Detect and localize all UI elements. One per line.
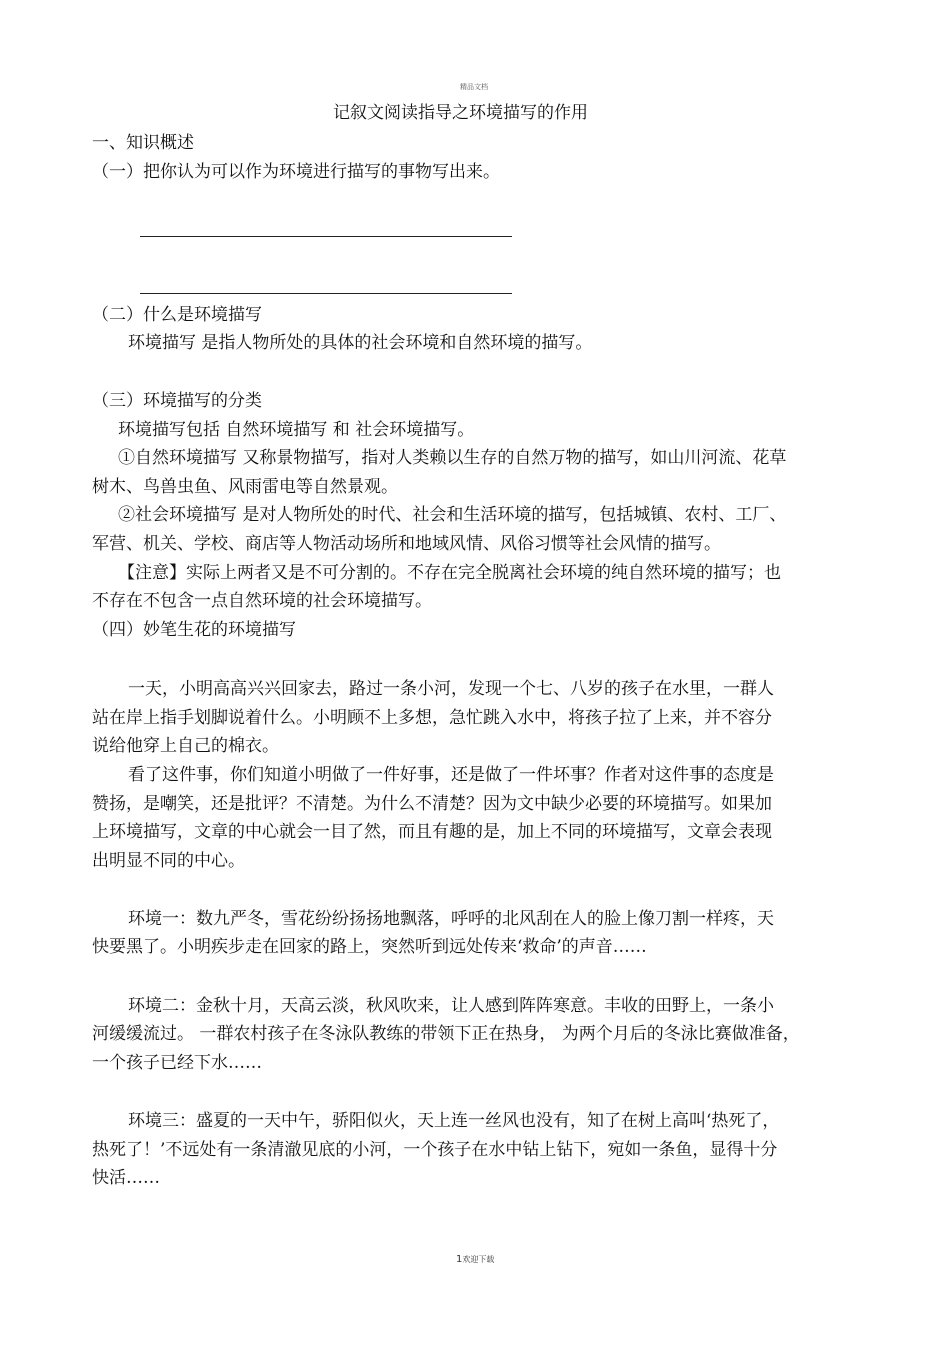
environment-example-2: 环境二：金秋十月，天高云淡，秋风吹来，让人感到阵阵寒意。丰收的田野上，一条小 <box>128 996 774 1016</box>
subsection-heading: （三）环境描写的分类 <box>92 391 262 411</box>
environment-example-3: 热死了！’不远处有一条清澈见底的小河，一个孩子在水中钻上钻下，宛如一条鱼，显得十分 <box>92 1140 778 1160</box>
footer-text: 欢迎下载 <box>462 1255 495 1264</box>
paragraph-line: 说给他穿上自己的棉衣。 <box>92 736 279 756</box>
paragraph-line: 军营、机关、学校、商店等人物活动场所和地域风情、风俗习惯等社会风情的描写。 <box>92 534 721 554</box>
environment-example-1: 环境一：数九严冬，雪花纷纷扬扬地飘落，呼呼的北风刮在人的脸上像刀割一样疼，天 <box>128 909 774 929</box>
subsection-heading: （二）什么是环境描写 <box>92 305 262 325</box>
paragraph-line: 出明显不同的中心。 <box>92 851 245 871</box>
environment-example-3: 环境三：盛夏的一天中午，骄阳似火，天上连一丝风也没有，知了在树上高叫‘热死了， <box>128 1111 780 1131</box>
paragraph-line: 上环境描写，文章的中心就会一目了然，而且有趣的是，加上不同的环境描写，文章会表现 <box>92 822 772 842</box>
note-line: 不存在不包含一点自然环境的社会环境描写。 <box>92 591 432 611</box>
page-title: 记叙文阅读指导之环境描写的作用 <box>333 103 588 123</box>
environment-example-1: 快要黑了。小明疾步走在回家的路上，突然听到远处传来‘救命’的声音…… <box>92 937 647 957</box>
paragraph-line: ②社会环境描写 是对人物所处的时代、社会和生活环境的描写，包括城镇、农村、工厂、 <box>118 505 787 525</box>
subsection-heading: （一）把你认为可以作为环境进行描写的事物写出来。 <box>92 162 500 182</box>
paragraph-line: 环境描写包括 自然环境描写 和 社会环境描写。 <box>118 420 475 440</box>
subsection-heading: （四）妙笔生花的环境描写 <box>92 620 296 640</box>
environment-example-2: 河缓缓流过。 一群农村孩子在冬泳队教练的带领下正在热身， 为两个月后的冬泳比赛做准备， <box>92 1024 800 1044</box>
answer-line <box>140 236 512 237</box>
definition-text: 环境描写 是指人物所处的具体的社会环境和自然环境的描写。 <box>128 333 593 353</box>
note-line: 【注意】实际上两者又是不可分割的。不存在完全脱离社会环境的纯自然环境的描写；也 <box>118 563 781 583</box>
paragraph-line: 站在岸上指手划脚说着什么。小明顾不上多想，急忙跳入水中，将孩子拉了上来，并不容分 <box>92 708 772 728</box>
paragraph-line: 赞扬，是嘲笑，还是批评？不清楚。为什么不清楚？因为文中缺少必要的环境描写。如果加 <box>92 794 772 814</box>
paragraph-line: 看了这件事，你们知道小明做了一件好事，还是做了一件坏事？作者对这件事的态度是 <box>128 765 774 785</box>
section-heading: 一、知识概述 <box>92 133 194 153</box>
environment-example-3: 快活…… <box>92 1168 160 1188</box>
paragraph-line: 树木、鸟兽虫鱼、风雨雷电等自然景观。 <box>92 477 398 497</box>
answer-line <box>140 293 512 294</box>
paragraph-line: 一天，小明高高兴兴回家去，路过一条小河，发现一个七、八岁的孩子在水里，一群人 <box>128 679 774 699</box>
paragraph-line: ①自然环境描写 又称景物描写，指对人类赖以生存的自然万物的描写，如山川河流、花草 <box>118 448 787 468</box>
page-footer <box>456 1254 494 1265</box>
environment-example-2: 一个孩子已经下水…… <box>92 1053 262 1073</box>
page-number: 1 <box>456 1254 463 1265</box>
header-watermark: 精品文档 <box>460 83 488 91</box>
